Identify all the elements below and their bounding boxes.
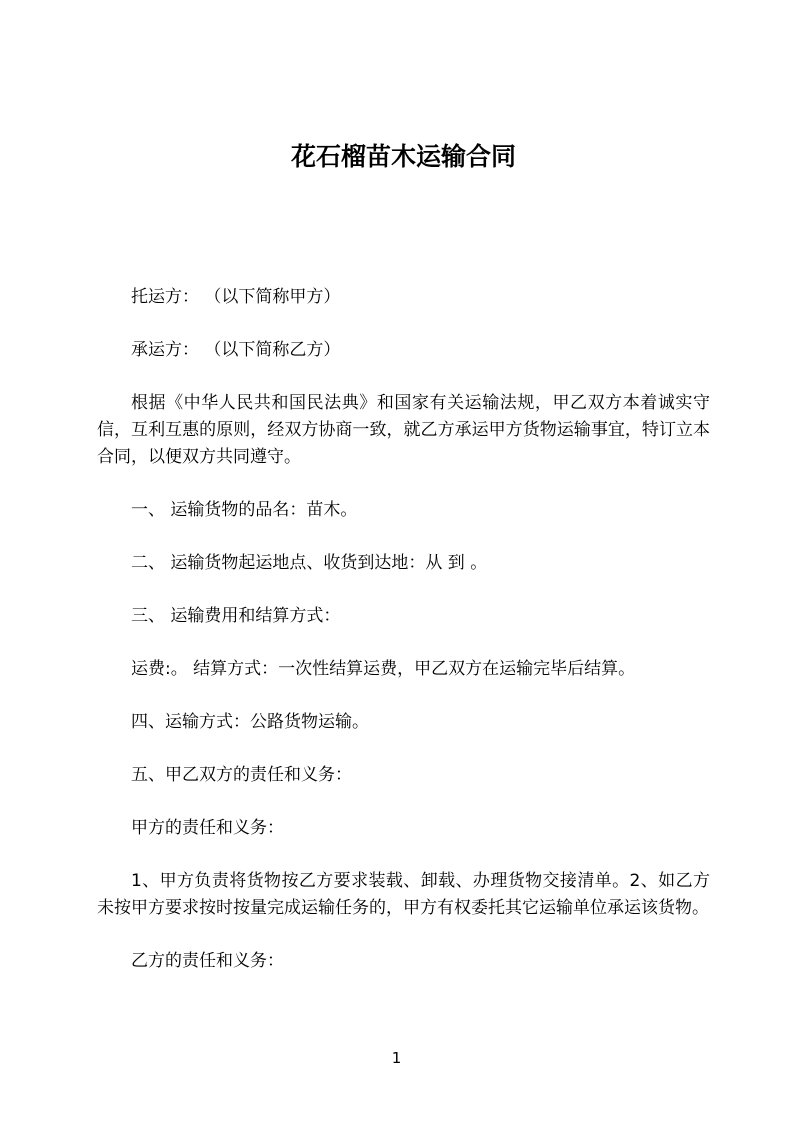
clause-3-fees-heading: 三、 运输费用和结算方式： [131, 606, 341, 626]
party-b-duties-heading: 乙方的责任和义务： [131, 951, 284, 971]
carrier-line: 承运方： （以下简称乙方） [131, 340, 341, 360]
clause-3-fees-detail: 运费:。 结算方式：一次性结算运费，甲乙双方在运输完毕后结算。 [131, 659, 636, 679]
clause-4-transport-mode: 四、运输方式：公路货物运输。 [131, 712, 369, 732]
page-number: 1 [391, 1049, 402, 1067]
document-title [97, 142, 710, 172]
clause-5-duties-heading: 五、甲乙双方的责任和义务： [131, 765, 352, 785]
clause-1-goods-name: 一、 运输货物的品名：苗木。 [131, 500, 358, 520]
document-content [97, 0, 710, 1001]
party-a-duties-heading: 甲方的责任和义务： [131, 818, 284, 838]
preamble-paragraph: 根据《中华人民共和国民法典》和国家有关运输法规，甲乙双方本着诚实守信，互利互惠的原则，经双方协商一致，就乙方承运甲方货物运输事宜，特订立本合同，以便双方共同遵守。 [97, 393, 710, 467]
clause-2-route: 二、 运输货物起运地点、收货到达地：从 到 。 [131, 553, 488, 573]
page-footer [0, 1048, 793, 1068]
shipper-line: 托运方： （以下简称甲方） [131, 287, 341, 307]
document-title-text: 花石榴苗木运输合同 [290, 142, 516, 171]
party-a-duties-items: 1、甲方负责将货物按乙方要求装载、卸载、办理货物交接清单。2、如乙方未按甲方要求按时按量完成运输任务的，甲方有权委托其它运输单位承运该货物。 [97, 871, 710, 918]
